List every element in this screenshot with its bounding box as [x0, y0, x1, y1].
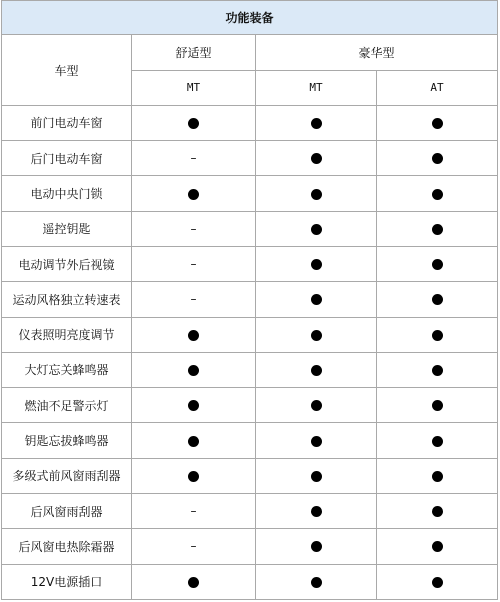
standard-dot-icon	[188, 118, 199, 129]
table-row	[2, 352, 498, 387]
standard-dot-icon	[432, 189, 443, 200]
feature-cell	[132, 317, 256, 352]
feature-cell	[377, 388, 498, 423]
standard-dot-icon	[311, 436, 322, 447]
standard-dot-icon	[188, 436, 199, 447]
feature-cell	[132, 352, 256, 387]
transmission-header: AT	[377, 70, 498, 105]
grade-header-row	[2, 35, 498, 70]
feature-cell	[132, 458, 256, 493]
feature-name: 前门电动车窗	[2, 105, 132, 140]
feature-cell	[377, 529, 498, 564]
standard-dot-icon	[188, 471, 199, 482]
feature-cell	[132, 423, 256, 458]
standard-dot-icon	[311, 189, 322, 200]
feature-cell	[377, 141, 498, 176]
feature-name: 电动调节外后视镜	[2, 246, 132, 281]
feature-name: 燃油不足警示灯	[2, 388, 132, 423]
standard-dot-icon	[311, 118, 322, 129]
table-row	[2, 246, 498, 281]
standard-dot-icon	[188, 330, 199, 341]
standard-dot-icon	[311, 294, 322, 305]
feature-cell	[132, 529, 256, 564]
feature-cell	[132, 282, 256, 317]
feature-name: 钥匙忘拔蜂鸣器	[2, 423, 132, 458]
feature-cell	[377, 282, 498, 317]
equipment-table	[1, 0, 498, 600]
feature-cell	[256, 211, 377, 246]
standard-dot-icon	[311, 400, 322, 411]
standard-dot-icon	[188, 189, 199, 200]
feature-name: 运动风格独立转速表	[2, 282, 132, 317]
feature-cell	[377, 246, 498, 281]
model-header: 车型	[2, 35, 132, 106]
feature-cell	[256, 493, 377, 528]
feature-cell	[377, 423, 498, 458]
feature-cell	[256, 282, 377, 317]
standard-dot-icon	[311, 506, 322, 517]
feature-cell	[256, 141, 377, 176]
standard-dot-icon	[432, 294, 443, 305]
feature-cell	[256, 246, 377, 281]
table-row	[2, 423, 498, 458]
feature-cell	[256, 388, 377, 423]
feature-cell	[377, 317, 498, 352]
feature-cell	[132, 176, 256, 211]
table-row	[2, 176, 498, 211]
table-row	[2, 493, 498, 528]
feature-cell	[377, 211, 498, 246]
feature-name: 遥控钥匙	[2, 211, 132, 246]
table-row	[2, 317, 498, 352]
not-available-dash: –	[190, 539, 197, 554]
feature-cell	[256, 176, 377, 211]
transmission-header: MT	[132, 70, 256, 105]
standard-dot-icon	[311, 259, 322, 270]
feature-name: 12V电源插口	[2, 564, 132, 600]
feature-name: 后风窗电热除霜器	[2, 529, 132, 564]
feature-cell	[377, 493, 498, 528]
feature-cell	[256, 317, 377, 352]
table-row	[2, 141, 498, 176]
standard-dot-icon	[311, 577, 322, 588]
feature-name: 仪表照明亮度调节	[2, 317, 132, 352]
transmission-header: MT	[256, 70, 377, 105]
feature-name: 多级式前风窗雨刮器	[2, 458, 132, 493]
grade-comfort-header: 舒适型	[132, 35, 256, 70]
standard-dot-icon	[311, 365, 322, 376]
table-row	[2, 388, 498, 423]
standard-dot-icon	[188, 577, 199, 588]
standard-dot-icon	[432, 506, 443, 517]
feature-cell	[377, 105, 498, 140]
standard-dot-icon	[432, 153, 443, 164]
standard-dot-icon	[432, 365, 443, 376]
table-row	[2, 529, 498, 564]
feature-cell	[256, 105, 377, 140]
standard-dot-icon	[311, 541, 322, 552]
feature-cell	[256, 423, 377, 458]
feature-name: 后风窗雨刮器	[2, 493, 132, 528]
feature-cell	[256, 458, 377, 493]
table-row	[2, 211, 498, 246]
not-available-dash: –	[190, 221, 197, 236]
feature-cell	[256, 564, 377, 600]
not-available-dash: –	[190, 292, 197, 307]
standard-dot-icon	[432, 436, 443, 447]
feature-cell	[256, 352, 377, 387]
standard-dot-icon	[432, 471, 443, 482]
standard-dot-icon	[311, 471, 322, 482]
feature-cell	[377, 458, 498, 493]
standard-dot-icon	[432, 330, 443, 341]
table-row	[2, 564, 498, 600]
standard-dot-icon	[432, 400, 443, 411]
feature-cell	[132, 493, 256, 528]
not-available-dash: –	[190, 504, 197, 519]
feature-cell	[256, 529, 377, 564]
table-body	[2, 1, 498, 600]
standard-dot-icon	[432, 118, 443, 129]
standard-dot-icon	[311, 224, 322, 235]
table-row	[2, 105, 498, 140]
standard-dot-icon	[188, 400, 199, 411]
standard-dot-icon	[311, 330, 322, 341]
table-row	[2, 458, 498, 493]
feature-cell	[132, 388, 256, 423]
feature-name: 后门电动车窗	[2, 141, 132, 176]
standard-dot-icon	[188, 365, 199, 376]
feature-cell	[132, 564, 256, 600]
standard-dot-icon	[432, 259, 443, 270]
standard-dot-icon	[311, 153, 322, 164]
feature-cell	[377, 176, 498, 211]
table-row	[2, 282, 498, 317]
not-available-dash: –	[190, 257, 197, 272]
grade-luxury-header: 豪华型	[256, 35, 498, 70]
feature-cell	[377, 564, 498, 600]
feature-cell	[132, 211, 256, 246]
standard-dot-icon	[432, 224, 443, 235]
standard-dot-icon	[432, 541, 443, 552]
standard-dot-icon	[432, 577, 443, 588]
feature-cell	[132, 141, 256, 176]
feature-name: 电动中央门锁	[2, 176, 132, 211]
feature-name: 大灯忘关蜂鸣器	[2, 352, 132, 387]
feature-cell	[377, 352, 498, 387]
feature-cell	[132, 246, 256, 281]
title-row	[2, 1, 498, 35]
feature-cell	[132, 105, 256, 140]
not-available-dash: –	[190, 151, 197, 166]
table-title: 功能装备	[2, 1, 498, 35]
